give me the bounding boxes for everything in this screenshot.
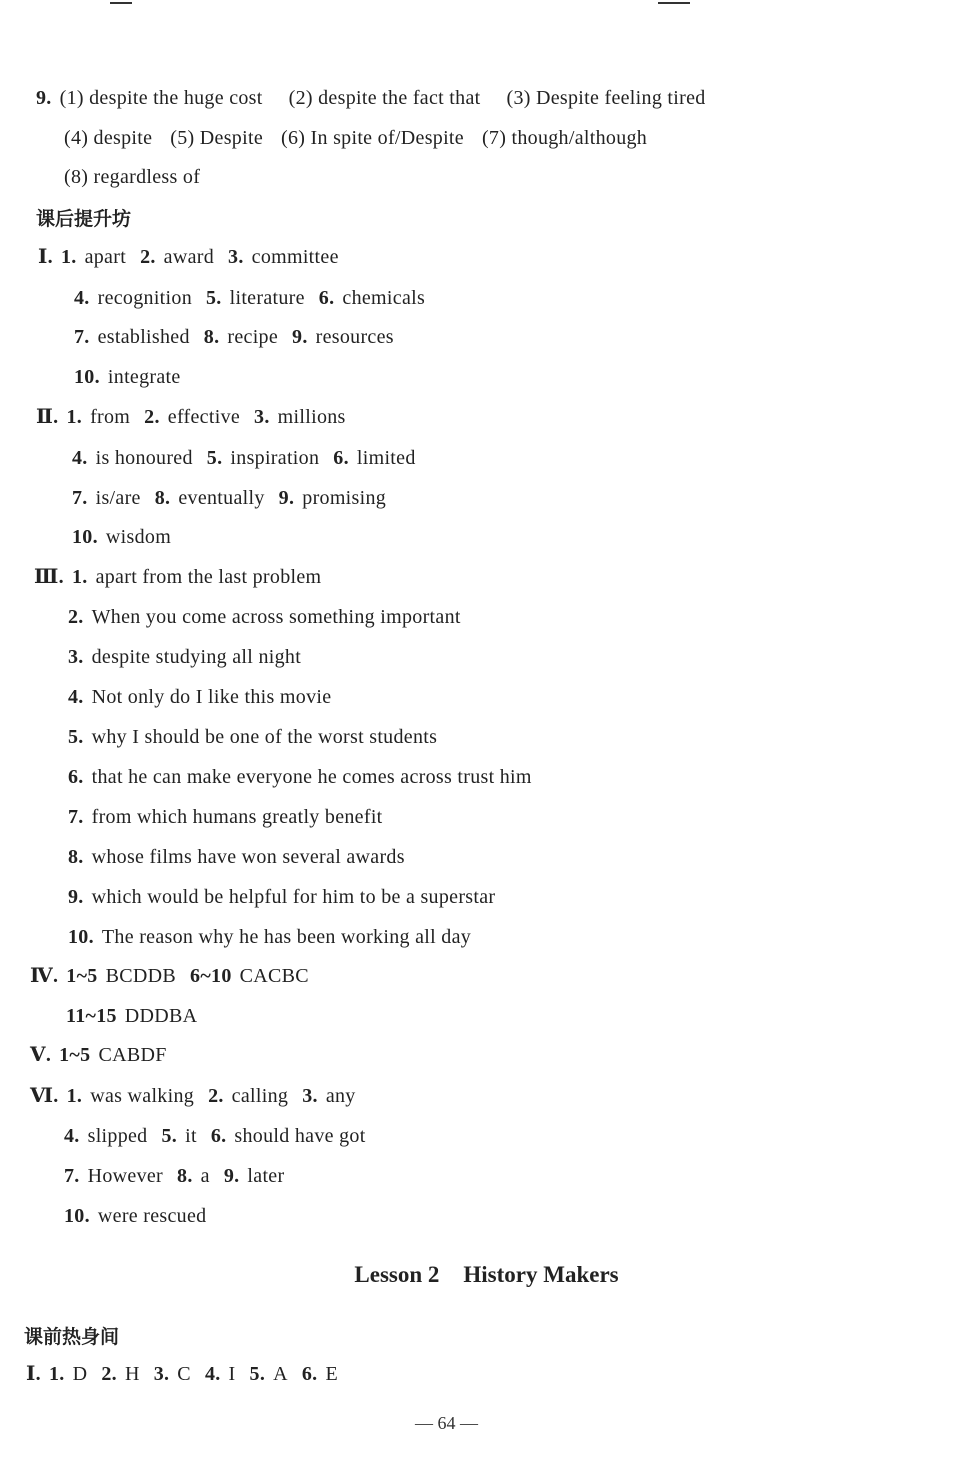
item-answer: is honoured xyxy=(95,447,193,469)
scan-mark xyxy=(110,2,132,4)
answer-line xyxy=(68,845,405,869)
lesson-name: History Makers xyxy=(463,1262,619,1287)
item-number: 10. xyxy=(74,366,100,388)
item-number: 4. xyxy=(68,686,84,708)
item-number: 10. xyxy=(64,1205,90,1227)
item-answer: (1) despite the huge cost xyxy=(59,87,263,109)
item-number: 4. xyxy=(204,1363,221,1385)
item-answer: should have got xyxy=(234,1125,366,1147)
answer-line xyxy=(30,964,309,988)
item-number: 5. xyxy=(68,726,84,748)
item-answer: apart xyxy=(84,246,127,268)
section-roman-numeral: Ⅳ. xyxy=(30,965,59,987)
answer-line xyxy=(68,725,437,749)
item-number: 2. xyxy=(144,406,160,428)
item-answer: calling xyxy=(231,1085,289,1107)
answer-line xyxy=(64,165,200,189)
item-answer: H xyxy=(124,1363,140,1385)
item-number: 7. xyxy=(64,1165,80,1187)
answer-line xyxy=(38,245,339,269)
answer-line xyxy=(74,286,425,310)
item-answer: A xyxy=(273,1363,288,1385)
item-answer: any xyxy=(325,1085,356,1107)
item-number: 1. xyxy=(60,246,77,268)
scan-mark xyxy=(658,2,690,4)
answer-line xyxy=(34,565,321,589)
item-number: 6. xyxy=(318,287,335,309)
item-answer: chemicals xyxy=(342,287,426,309)
item-number: 7. xyxy=(72,487,88,509)
item-number: 5. xyxy=(206,287,222,309)
item-answer: recipe xyxy=(227,326,279,348)
item-answer: (2) despite the fact that xyxy=(288,87,481,109)
item-answer: CACBC xyxy=(239,965,309,987)
item-answer: (6) In spite of/Despite xyxy=(281,127,464,149)
item-answer: a xyxy=(200,1165,210,1187)
item-answer: However xyxy=(87,1165,164,1187)
item-answer: is/are xyxy=(95,487,141,509)
answer-line xyxy=(68,765,532,789)
item-answer: award xyxy=(163,246,215,268)
item-answer: whose films have won several awards xyxy=(91,846,405,868)
item-number: 8. xyxy=(68,846,84,868)
answer-line xyxy=(68,805,383,829)
item-number: 1~5 xyxy=(66,965,98,987)
section-heading-after-class: 课后提升坊 xyxy=(36,208,132,230)
item-number: 5. xyxy=(206,447,223,469)
answer-line xyxy=(68,685,331,709)
answer-line xyxy=(30,1084,356,1108)
item-number: 6~10 xyxy=(190,965,232,987)
item-answer: BCDDB xyxy=(105,965,177,987)
lesson-title xyxy=(0,1262,973,1288)
item-answer: which would be helpful for him to be a superstar xyxy=(91,886,496,908)
item-answer: established xyxy=(97,326,190,348)
item-answer: despite studying all night xyxy=(91,646,302,668)
item-number: 9. xyxy=(68,886,84,908)
item-number: 6. xyxy=(333,447,349,469)
item-number: 6. xyxy=(210,1125,227,1147)
answer-line xyxy=(64,1124,366,1148)
item-answer: E xyxy=(325,1363,339,1385)
answer-line xyxy=(68,925,471,949)
item-answer: C xyxy=(177,1363,191,1385)
item-answer: effective xyxy=(167,406,241,428)
item-number: 9. xyxy=(278,487,295,509)
answer-line xyxy=(64,126,647,150)
item-number: 3. xyxy=(302,1085,318,1107)
item-answer: I xyxy=(228,1363,236,1385)
section-heading-before-class: 课前热身间 xyxy=(24,1326,120,1348)
item-answer: eventually xyxy=(178,487,265,509)
item-answer: The reason why he has been working all day xyxy=(101,926,472,948)
answer-line xyxy=(64,1204,206,1228)
item-number: 3. xyxy=(254,406,270,428)
item-answer: integrate xyxy=(107,366,181,388)
item-answer: CABDF xyxy=(98,1044,167,1066)
section-roman-numeral: Ⅵ. xyxy=(30,1085,59,1107)
item-number: 3. xyxy=(228,246,244,268)
item-number: 1. xyxy=(66,1085,83,1107)
answer-line xyxy=(74,325,394,349)
item-answer: (5) Despite xyxy=(170,127,263,149)
item-number: 8. xyxy=(154,487,171,509)
item-answer: (3) Despite feeling tired xyxy=(506,87,706,109)
lesson-number: Lesson 2 xyxy=(354,1262,440,1287)
section-roman-numeral: Ⅴ. xyxy=(30,1044,52,1066)
answer-line xyxy=(66,1004,197,1028)
item-number: 6. xyxy=(301,1363,318,1385)
item-answer: recognition xyxy=(97,287,192,309)
item-answer: D xyxy=(72,1363,88,1385)
item-number: 7. xyxy=(74,326,90,348)
answer-line xyxy=(30,1043,167,1067)
item-answer: DDDBA xyxy=(124,1005,198,1027)
page-number: — 64 — xyxy=(415,1413,478,1433)
answer-line xyxy=(68,645,301,669)
item-answer: from xyxy=(90,406,131,428)
item-number: 4. xyxy=(72,447,88,469)
item-answer: limited xyxy=(356,447,416,469)
item-answer: was walking xyxy=(90,1085,195,1107)
answer-line xyxy=(68,605,461,629)
item-answer: millions xyxy=(277,406,346,428)
item-answer: from which humans greatly benefit xyxy=(91,806,383,828)
item-answer: (8) regardless of xyxy=(64,166,201,188)
answer-line xyxy=(72,525,171,549)
section-roman-numeral: Ⅰ. xyxy=(38,246,53,268)
answer-line xyxy=(72,486,386,510)
answer-line xyxy=(72,446,416,470)
item-answer: literature xyxy=(229,287,305,309)
answer-line xyxy=(36,86,706,110)
item-number: 11~15 xyxy=(66,1005,117,1027)
item-answer: (4) despite xyxy=(64,127,153,149)
item-answer: why I should be one of the worst students xyxy=(91,726,438,748)
item-number: 9. xyxy=(292,326,308,348)
item-answer: (7) though/although xyxy=(481,127,648,149)
section-roman-numeral: Ⅲ. xyxy=(34,566,64,588)
item-number: 1. xyxy=(66,406,83,428)
item-number: 1. xyxy=(48,1363,65,1385)
item-answer: When you come across something important xyxy=(91,606,461,628)
item-number: 4. xyxy=(74,287,90,309)
item-answer: were rescued xyxy=(97,1205,207,1227)
answer-line xyxy=(68,885,495,909)
item-number: 5. xyxy=(161,1125,178,1147)
answer-line xyxy=(64,1164,284,1188)
item-number: 5. xyxy=(249,1363,266,1385)
item-answer: apart from the last problem xyxy=(95,566,322,588)
item-number: 6. xyxy=(68,766,84,788)
item-number: 3. xyxy=(68,646,84,668)
item-number: 3. xyxy=(153,1363,170,1385)
item-answer: it xyxy=(185,1125,197,1147)
item-number: 2. xyxy=(101,1363,117,1385)
item-number: 8. xyxy=(203,326,220,348)
item-number: 4. xyxy=(64,1125,80,1147)
item-answer: slipped xyxy=(87,1125,148,1147)
item-answer: that he can make everyone he comes across trust him xyxy=(91,766,532,788)
item-number: 2. xyxy=(140,246,156,268)
item-answer: wisdom xyxy=(105,526,172,548)
item-number: 2. xyxy=(208,1085,224,1107)
item-number: 7. xyxy=(68,806,84,828)
item-answer: promising xyxy=(302,487,387,509)
item-answer: later xyxy=(247,1165,285,1187)
item-number: 1. xyxy=(71,566,88,588)
item-number: 9. xyxy=(223,1165,240,1187)
item-answer: committee xyxy=(251,246,339,268)
item-number: 2. xyxy=(68,606,84,628)
section-roman-numeral: Ⅱ. xyxy=(36,406,59,428)
item-number: 10. xyxy=(68,926,94,948)
item-answer: Not only do I like this movie xyxy=(91,686,332,708)
item-answer: inspiration xyxy=(230,447,320,469)
item-number: 10. xyxy=(72,526,98,548)
item-answer: resources xyxy=(315,326,394,348)
answer-line xyxy=(74,365,181,389)
answer-line xyxy=(26,1362,338,1386)
item-number: 1~5 xyxy=(59,1044,91,1066)
item-number: 8. xyxy=(177,1165,193,1187)
item-number: 9. xyxy=(36,87,52,109)
answer-line xyxy=(36,405,346,429)
section-roman-numeral: Ⅰ. xyxy=(26,1363,41,1385)
